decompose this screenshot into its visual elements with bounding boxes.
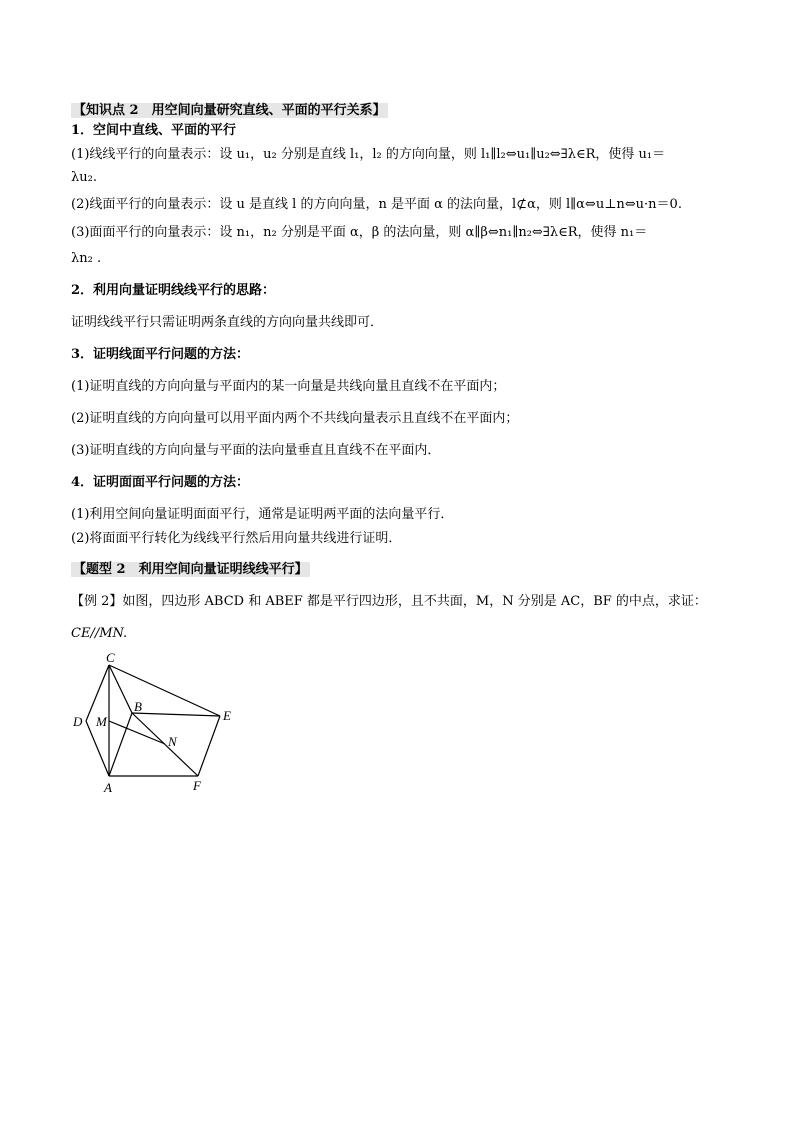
edge-BF [132, 713, 198, 776]
label-D: D [73, 714, 83, 729]
section-4-item: (1)利用空间向量证明面面平行，通常是证明两平面的法向量平行． [71, 507, 454, 522]
section-3-item: (2)证明直线的方向向量可以用平面内两个不共线向量表示且直线不在平面内； [71, 411, 519, 426]
label-N: N [168, 734, 177, 749]
question-type-title: 【题型 2 利用空间向量证明线线平行】 [73, 562, 308, 577]
example-line-2: CE//MN. [71, 626, 128, 641]
section-1-line-1b: λu₂. [71, 170, 97, 185]
geometry-figure [60, 645, 280, 805]
edge-CE [109, 665, 220, 716]
label-B: B [134, 699, 142, 714]
section-1-line-3b: λn₂ . [71, 251, 102, 266]
section-1-title: 1．空间中直线、平面的平行 [71, 123, 237, 138]
section-2-text: 证明线线平行只需证明两条直线的方向向量共线即可． [71, 315, 384, 330]
edge-EF [198, 716, 220, 776]
section-2-title: 2．利用向量证明线线平行的思路： [71, 283, 276, 298]
section-3-item: (3)证明直线的方向向量与平面的法向量垂直且直线不在平面内． [71, 443, 441, 458]
edge-DA [86, 721, 109, 776]
section-1-line-1: (1)线线平行的向量表示：设 u₁，u₂ 分别是直线 l₁，l₂ 的方向向量，则 l₁∥l₂⇔u₁∥u₂⇔∃λ∈R，使得 u₁＝ [71, 147, 666, 162]
label-M: M [96, 714, 107, 729]
label-E: E [223, 708, 231, 723]
section-3-item: (1)证明直线的方向向量与平面内的某一向量是共线向量且直线不在平面内； [71, 379, 506, 394]
edge-CB [109, 665, 132, 713]
segment-MN [109, 721, 165, 744]
example-line-1: 【例 2】如图，四边形 ABCD 和 ABEF 都是平行四边形，且不共面，M，N 分别是 AC，BF 的中点，求证： [71, 594, 707, 609]
edge-BE [132, 713, 220, 716]
knowledge-point-title: 【知识点 2 用空间向量研究直线、平面的平行关系】 [73, 103, 386, 118]
label-C: C [106, 650, 115, 665]
label-F: F [193, 778, 201, 793]
section-1-line-2: (2)线面平行的向量表示：设 u 是直线 l 的方向向量，n 是平面 α 的法向量，l⊄α，则 l∥α⇔u⊥n⇔u·n＝0. [71, 197, 682, 212]
section-4-item: (2)将面面平行转化为线线平行然后用向量共线进行证明． [71, 531, 402, 546]
section-3-title: 3．证明线面平行问题的方法： [71, 347, 250, 362]
section-1-line-3: (3)面面平行的向量表示：设 n₁，n₂ 分别是平面 α，β 的法向量，则 α∥β⇔n₁∥n₂⇔∃λ∈R，使得 n₁＝ [71, 225, 648, 240]
label-A: A [104, 780, 112, 795]
edge-CD [86, 665, 109, 721]
section-4-title: 4．证明面面平行问题的方法： [71, 475, 250, 490]
